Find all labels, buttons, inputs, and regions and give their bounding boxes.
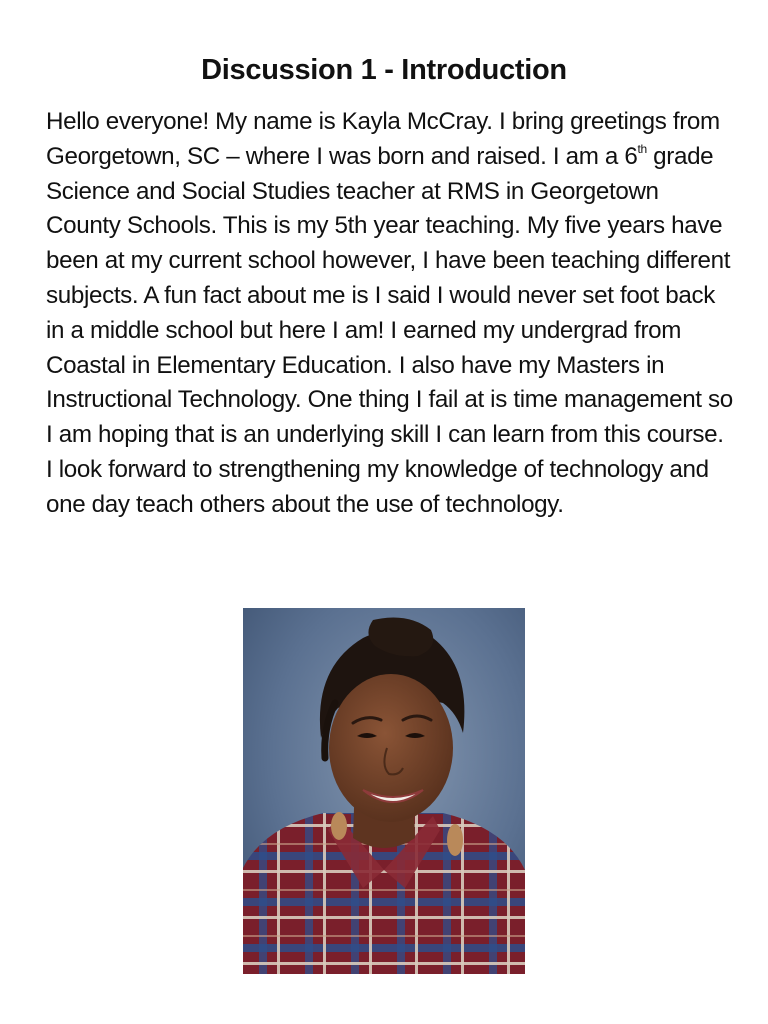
paragraph-text-end: grade Science and Social Studies teacher at RMS in Georgetown County Schools. This is my 5th year teaching. My five years have been at my current school however, I have been teaching different subjects. A fun fact about me is I said I would never set foot back in a middle school but here I am! I earned my undergrad from Coastal in Elementary Education. I also have my Masters in Instructional Technology. One thing I fail at is time management so I am hoping that is an underlying skill I can learn from this course. I look forward to strengthening my knowledge of technology and one day teach others about the use of technology. (46, 142, 733, 518)
introduction-paragraph (46, 105, 736, 523)
paragraph-text-start: Hello everyone! My name is Kayla McCray. I bring greetings from Georgetown, SC – where I was born and raised. I am a 6 (46, 108, 720, 170)
right-earring (447, 824, 463, 856)
portrait-illustration (243, 608, 525, 974)
portrait-photo (243, 608, 525, 974)
ordinal-superscript: th (637, 141, 647, 156)
page-title: Discussion 1 - Introduction (201, 54, 567, 86)
left-earring (331, 812, 347, 840)
